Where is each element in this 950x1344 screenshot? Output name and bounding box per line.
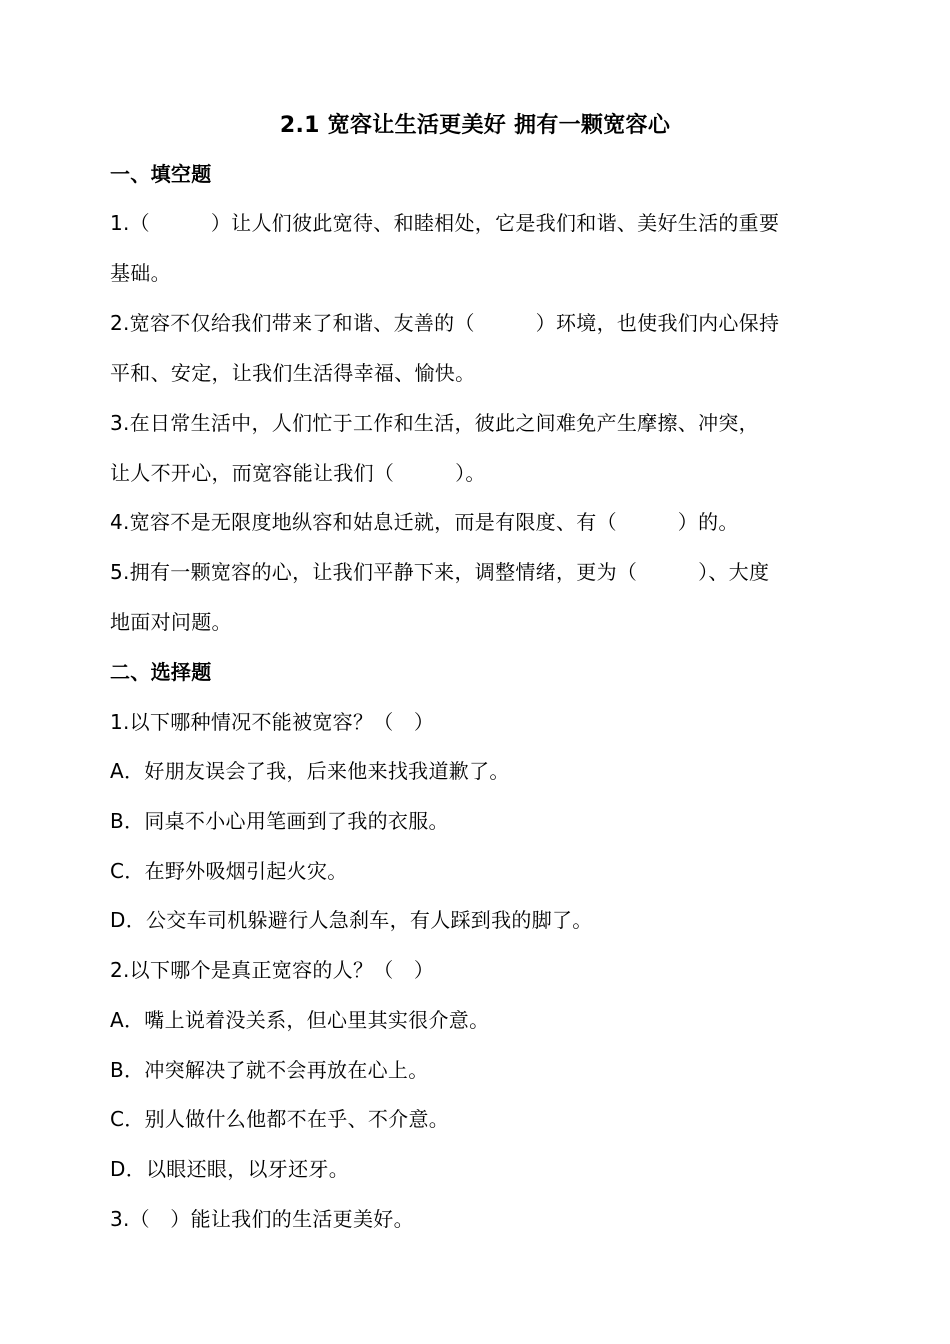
- choice-option: D．公交车司机躲避行人急刹车，有人踩到我的脚了。: [110, 908, 593, 932]
- choice-option: A．嘴上说着没关系，但心里其实很介意。: [110, 1008, 490, 1032]
- question-line: 地面对问题。: [110, 610, 232, 634]
- question-line: 5.拥有一颗宽容的心，让我们平静下来，调整情绪，更为（ ）、大度: [110, 560, 770, 584]
- question-line: 平和、安定，让我们生活得幸福、愉快。: [110, 361, 476, 385]
- question-line: 3.（ ）能让我们的生活更美好。: [110, 1207, 414, 1231]
- question-line: 1.（ ）让人们彼此宽待、和睦相处，它是我们和谐、美好生活的重要: [110, 211, 780, 235]
- choice-option: D．以眼还眼，以牙还牙。: [110, 1157, 350, 1181]
- question-line: 4.宽容不是无限度地纵容和姑息迁就，而是有限度、有（ ）的。: [110, 510, 739, 534]
- section-heading-multiple-choice: 二、选择题: [110, 660, 212, 684]
- choice-option: C．别人做什么他都不在乎、不介意。: [110, 1107, 450, 1131]
- question-line: 基础。: [110, 261, 171, 285]
- page-title: 2.1 宽容让生活更美好 拥有一颗宽容心: [279, 113, 671, 138]
- question-line: 2.以下哪个是真正宽容的人？（ ）: [110, 958, 435, 982]
- question-line: 2.宽容不仅给我们带来了和谐、友善的（ ）环境，也使我们内心保持: [110, 311, 780, 335]
- choice-option: A．好朋友误会了我，后来他来找我道歉了。: [110, 759, 510, 783]
- section-heading-fill-in: 一、填空题: [110, 162, 212, 186]
- choice-option: B．同桌不小心用笔画到了我的衣服。: [110, 809, 449, 833]
- choice-option: B．冲突解决了就不会再放在心上。: [110, 1058, 429, 1082]
- choice-option: C．在野外吸烟引起火灾。: [110, 859, 348, 883]
- question-line: 3.在日常生活中，人们忙于工作和生活，彼此之间难免产生摩擦、冲突，: [110, 411, 759, 435]
- question-line: 让人不开心，而宽容能让我们（ ）。: [110, 461, 486, 485]
- question-line: 1.以下哪种情况不能被宽容？（ ）: [110, 710, 435, 734]
